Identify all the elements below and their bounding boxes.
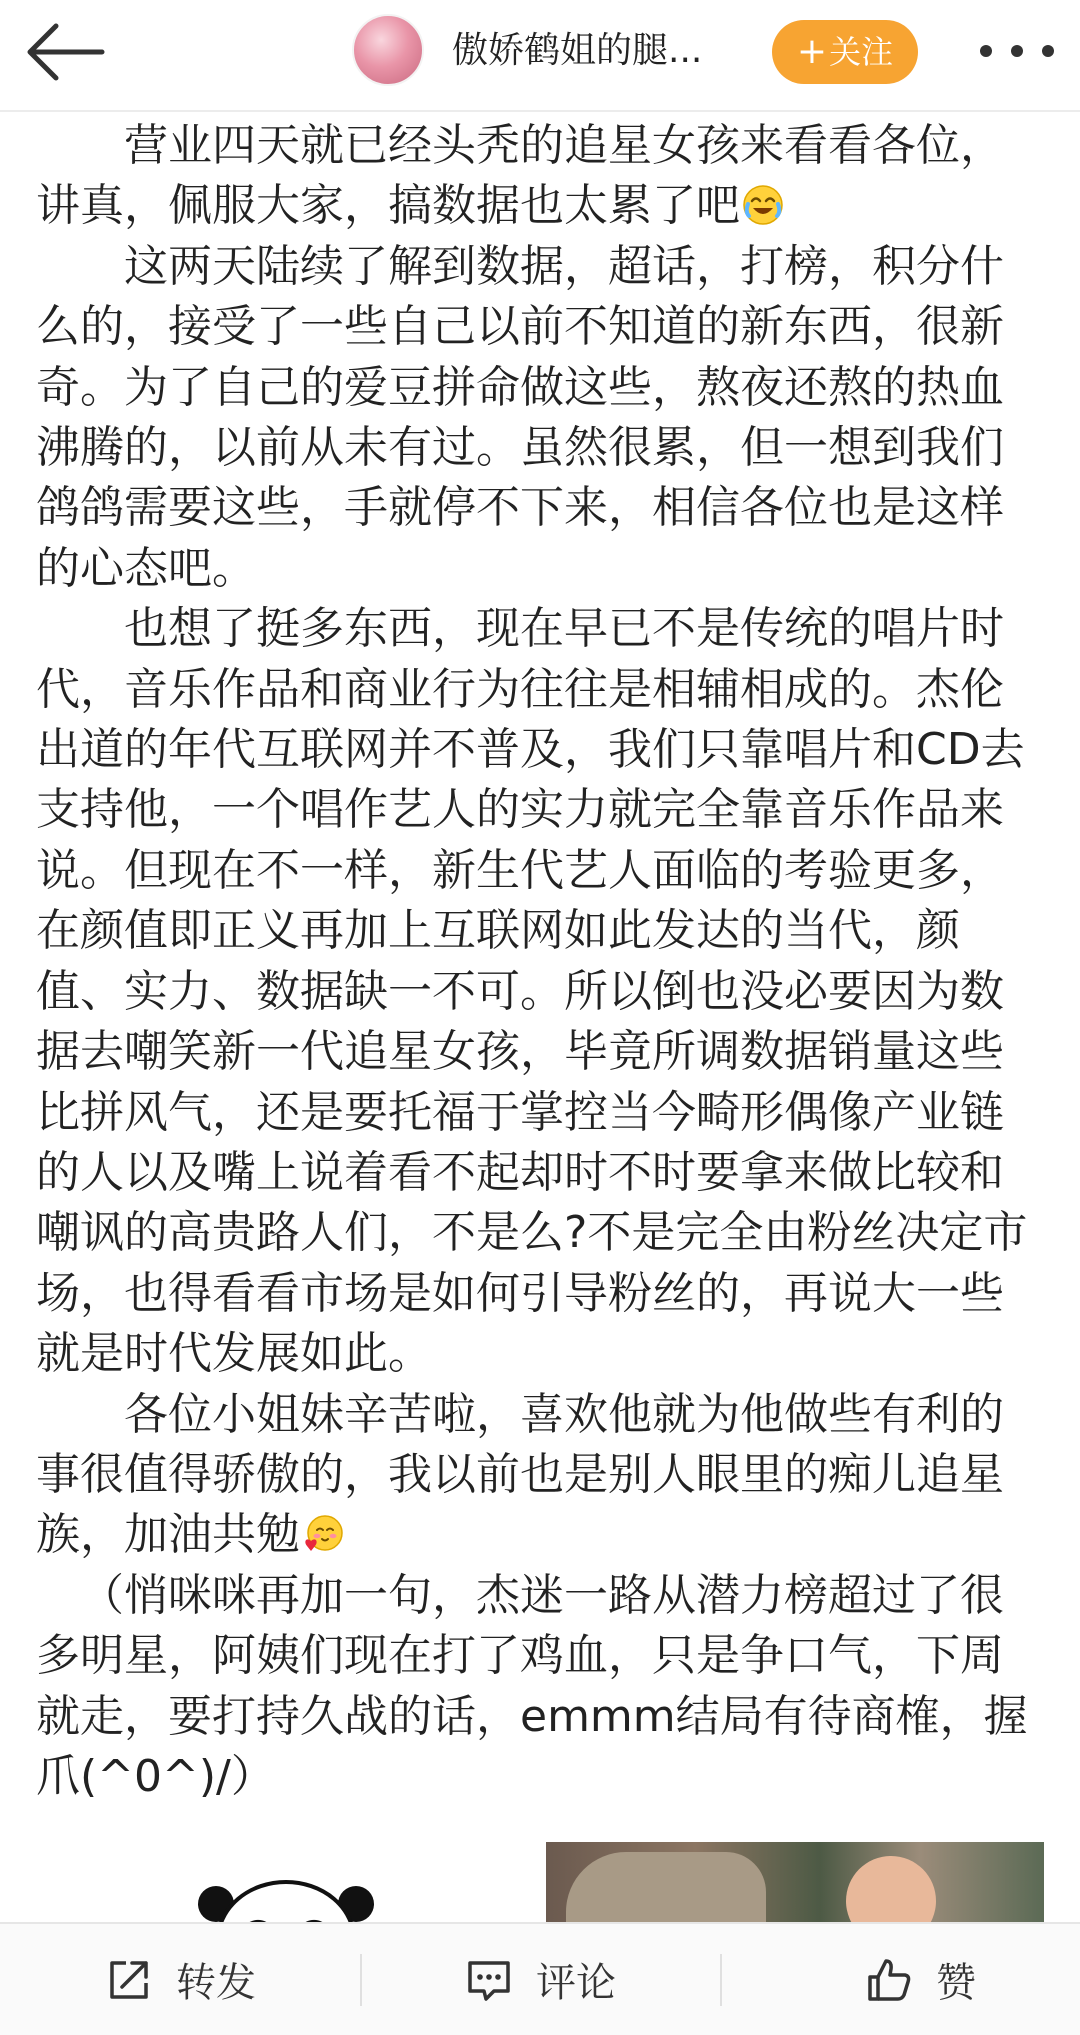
panda-meme-image[interactable] bbox=[196, 1870, 376, 1922]
divider bbox=[360, 1954, 362, 2006]
repost-button[interactable] bbox=[60, 1924, 300, 2035]
post-text bbox=[0, 116, 1080, 1807]
post-paragraph-1 bbox=[36, 116, 1046, 237]
like-label: 赞 bbox=[936, 1960, 976, 2006]
paragraph-text: 各位小姐妹辛苦啦，喜欢他就为他做些有利的事很值得骄傲的，我以前也是别人眼里的痴儿追星族，加油共勉 bbox=[36, 1388, 1004, 1561]
comment-icon bbox=[464, 1955, 514, 2005]
more-dots-icon bbox=[972, 26, 1062, 76]
laugh-cry-emoji-icon bbox=[742, 184, 784, 226]
repost-label: 转发 bbox=[176, 1960, 256, 2006]
repost-icon bbox=[104, 1955, 154, 2005]
paragraph-text: 营业四天就已经头秃的追星女孩来看看各位，讲真，佩服大家，搞数据也太累了吧 bbox=[36, 120, 1004, 232]
kid-face-shape bbox=[846, 1856, 936, 1922]
username[interactable]: 傲娇鹤姐的腿... bbox=[452, 30, 703, 71]
follow-button[interactable] bbox=[772, 20, 918, 84]
attached-images bbox=[0, 1842, 1080, 1922]
back-button[interactable] bbox=[22, 18, 106, 86]
follow-label: 关注 bbox=[829, 33, 894, 71]
comment-label: 评论 bbox=[536, 1960, 616, 2006]
avatar[interactable] bbox=[352, 14, 424, 86]
dinosaur-kid-image[interactable] bbox=[546, 1842, 1044, 1922]
bottom-action-bar bbox=[0, 1922, 1080, 2035]
dinosaur-shape bbox=[566, 1852, 766, 1922]
post-body bbox=[0, 116, 1080, 1816]
divider bbox=[720, 1954, 722, 2006]
like-button[interactable] bbox=[800, 1924, 1040, 2035]
post-paragraph-2: 这两天陆续了解到数据，超话，打榜，积分什么的，接受了一些自己以前不知道的新东西，很新奇。为了自己的爱豆拼命做这些，熬夜还熬的热血沸腾的，以前从未有过。虽然很累，但一想到我们鸽鸽需要这些，手就停不下来，相信各位也是这样的心态吧。 bbox=[36, 240, 1004, 594]
blush-heart-emoji-icon bbox=[302, 1513, 344, 1555]
thumbs-up-icon bbox=[864, 1955, 914, 2005]
post-paragraph-5: （悄咪咪再加一句，杰迷一路从潜力榜超过了很多明星，阿姨们现在打了鸡血，只是争口气，下周就走，要打持久战的话，emmm结局有待商榷，握爪(^0^)/） bbox=[36, 1569, 1028, 1802]
post-paragraph-3: 也想了挺多东西，现在早已不是传统的唱片时代，音乐作品和商业行为往往是相辅相成的。杰伦出道的年代互联网并不普及，我们只靠唱片和CD去支持他，一个唱作艺人的实力就完全靠音乐作品来说。但现在不一样，新生代艺人面临的考验更多，在颜值即正义再加上互联网如此发达的当代，颜值、实力、数据缺一不可。所以倒也没必要因为数据去嘲笑新一代追星女孩，毕竟所调数据销量这些比拼风气，还是要托福于掌控当今畸形偶像产业链的人以及嘴上说着看不起却时不时要拿来做比较和嘲讽的高贵路人们，不是么?不是完全由粉丝决定市场，也得看看市场是如何引导粉丝的，再说大一些就是时代发展如此。 bbox=[36, 603, 1028, 1380]
post-paragraph-4 bbox=[36, 1385, 1046, 1566]
more-button[interactable] bbox=[972, 26, 1062, 76]
plus-icon: + bbox=[796, 31, 828, 72]
back-arrow-icon bbox=[22, 18, 106, 86]
top-bar bbox=[0, 0, 1080, 112]
comment-button[interactable] bbox=[420, 1924, 660, 2035]
